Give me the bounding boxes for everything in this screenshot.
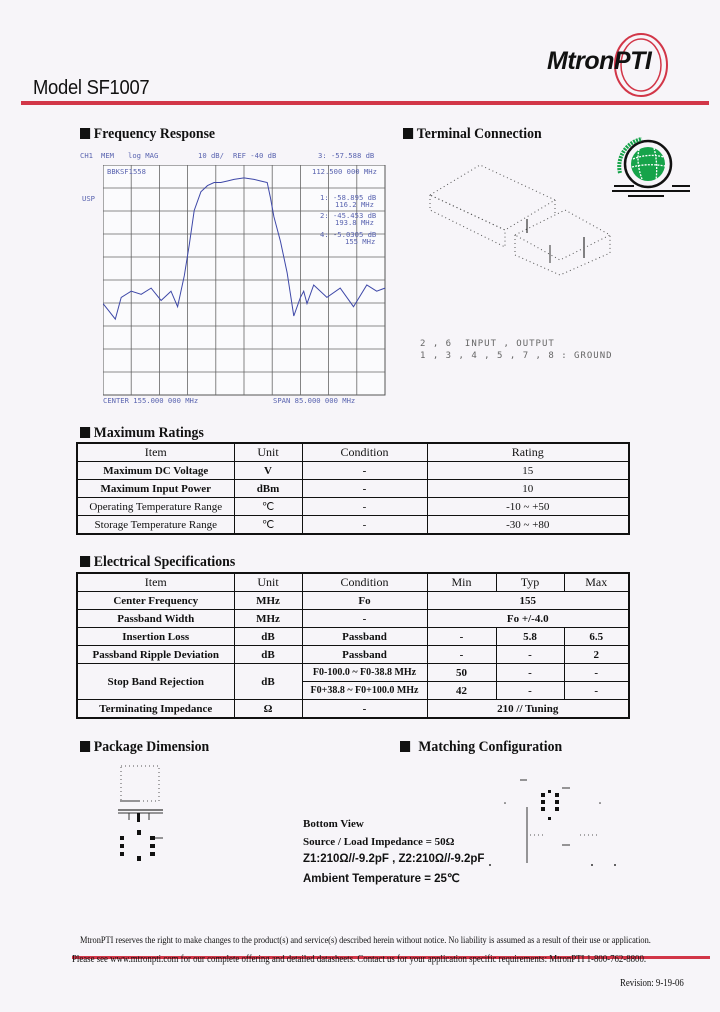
column-header: Typ <box>496 573 564 592</box>
logo-text: MtronPTI <box>547 47 652 75</box>
cell-item: Maximum Input Power <box>77 480 234 498</box>
column-header: Item <box>77 443 234 462</box>
cell-typ: - <box>496 646 564 664</box>
column-header: Min <box>427 573 496 592</box>
cell-condition: Passband <box>302 628 427 646</box>
table-row <box>77 700 629 719</box>
column-header: Condition <box>302 443 427 462</box>
bullet-square-icon <box>80 128 90 139</box>
footer-disclaimer: MtronPTI reserves the right to make changes to the product(s) and service(s) described herein without notice. No liability is assumed as a result of their use or application. <box>80 936 651 946</box>
cell-unit: dB <box>234 664 302 700</box>
chart-marker-1: 1: -58.895 dB <box>320 193 377 202</box>
cell-typ: 5.8 <box>496 628 564 646</box>
chart-format: log MAG <box>128 151 159 160</box>
cell-min: 42 <box>427 682 496 700</box>
cell-unit: ℃ <box>234 516 302 535</box>
maximum-ratings-table <box>76 442 630 535</box>
bullet-square-icon <box>403 128 413 139</box>
chart-channel: CH1 <box>80 151 93 160</box>
chart-scale: 10 dB/ <box>198 151 224 160</box>
matching-configuration-heading: Matching Configuration <box>400 739 562 756</box>
table-row <box>77 480 629 498</box>
chart-marker-2: 2: -45.453 dB <box>320 211 377 220</box>
table-header-row <box>77 573 629 592</box>
table-row <box>77 498 629 516</box>
cell-rating: 15 <box>427 462 629 480</box>
terminal-connection-diagram <box>420 155 620 290</box>
cell-unit: MHz <box>234 592 302 610</box>
frequency-response-chart <box>80 148 390 406</box>
chart-marker-header: 3: -57.588 dB <box>318 151 375 160</box>
table-row <box>77 610 629 628</box>
bullet-square-icon <box>80 556 90 567</box>
cell-item: Insertion Loss <box>77 628 234 646</box>
table-row <box>77 592 629 610</box>
chart-marker-2-freq: 193.8 MHz <box>335 218 374 227</box>
cell-item: Terminating Impedance <box>77 700 234 719</box>
column-header: Unit <box>234 443 302 462</box>
cell-rating: 10 <box>427 480 629 498</box>
chart-side-label: USP <box>82 194 95 203</box>
cell-condition: F0+38.8 ~ F0+100.0 MHz <box>302 682 427 700</box>
cell-rating: -10 ~ +50 <box>427 498 629 516</box>
matching-impedance: Source / Load Impedance = 50Ω <box>303 836 455 848</box>
cell-item: Passband Width <box>77 610 234 628</box>
table-row <box>77 646 629 664</box>
electrical-specs-heading: Electrical Specifications <box>80 554 235 571</box>
chart-marker-1-freq: 116.2 MHz <box>335 200 374 209</box>
terminal-connection-heading: Terminal Connection <box>403 126 542 143</box>
package-dimension-drawing <box>115 758 175 873</box>
cell-value: 155 <box>427 592 629 610</box>
table-row <box>77 664 629 682</box>
cell-min: - <box>427 628 496 646</box>
chart-marker-header-freq: 112.500 000 MHz <box>312 167 377 176</box>
matching-z-values: Z1:210Ω//-9.2pF , Z2:210Ω//-9.2pF <box>303 853 485 865</box>
column-header: Item <box>77 573 234 592</box>
terminal-note-io: 2 , 6 INPUT , OUTPUT <box>420 339 555 349</box>
cell-condition: - <box>302 516 427 535</box>
cell-condition: - <box>302 610 427 628</box>
rohs-compliant-badge <box>612 133 692 203</box>
bullet-square-icon <box>80 741 90 752</box>
cell-condition: Passband <box>302 646 427 664</box>
footer-revision: Revision: 9-19-06 <box>620 978 684 989</box>
chart-marker-4: 4: -5.0305 dB <box>320 230 377 239</box>
cell-item: Maximum DC Voltage <box>77 462 234 480</box>
table-row <box>77 462 629 480</box>
cell-typ: - <box>496 664 564 682</box>
chart-mem: MEM <box>101 151 114 160</box>
matching-ambient-temperature: Ambient Temperature = 25℃ <box>303 873 460 885</box>
cell-item: Stop Band Rejection <box>77 664 234 700</box>
cell-condition: - <box>302 480 427 498</box>
matching-configuration-circuit <box>475 765 635 870</box>
cell-max: - <box>564 664 629 682</box>
cell-unit: dB <box>234 628 302 646</box>
maximum-ratings-heading: Maximum Ratings <box>80 425 204 442</box>
cell-min: - <box>427 646 496 664</box>
cell-unit: dB <box>234 646 302 664</box>
terminal-note-ground: 1 , 3 , 4 , 5 , 7 , 8 : GROUND <box>420 351 613 361</box>
cell-item: Storage Temperature Range <box>77 516 234 535</box>
cell-value: Fo +/-4.0 <box>427 610 629 628</box>
model-title: Model SF1007 <box>33 77 150 99</box>
chart-trace-label: BBKSF1558 <box>107 167 146 176</box>
footer-contact: Please see www.mtronpti.com for our complete offering and detailed datasheets. Contact us for your application specific requirements: MtronPTI 1-800-762-8800. <box>72 954 647 965</box>
mtronpti-logo <box>543 31 693 99</box>
cell-unit: MHz <box>234 610 302 628</box>
bullet-square-icon <box>80 427 90 438</box>
column-header: Unit <box>234 573 302 592</box>
cell-condition: Fo <box>302 592 427 610</box>
column-header: Condition <box>302 573 427 592</box>
cell-max: 2 <box>564 646 629 664</box>
package-dimension-heading: Package Dimension <box>80 739 209 756</box>
matching-bottom-view: Bottom View <box>303 818 364 830</box>
cell-min: 50 <box>427 664 496 682</box>
cell-condition: F0-100.0 ~ F0-38.8 MHz <box>302 664 427 682</box>
cell-item: Passband Ripple Deviation <box>77 646 234 664</box>
cell-condition: - <box>302 700 427 719</box>
cell-max: 6.5 <box>564 628 629 646</box>
chart-center: CENTER 155.000 000 MHz <box>103 396 199 405</box>
rohs-globe-icon <box>612 133 692 203</box>
cell-item: Center Frequency <box>77 592 234 610</box>
table-row <box>77 628 629 646</box>
cell-typ: - <box>496 682 564 700</box>
cell-unit: V <box>234 462 302 480</box>
chart-marker-4-freq: 155 MHz <box>345 237 376 246</box>
cell-item: Operating Temperature Range <box>77 498 234 516</box>
cell-condition: - <box>302 498 427 516</box>
cell-value: 210 // Tuning <box>427 700 629 719</box>
cell-rating: -30 ~ +80 <box>427 516 629 535</box>
cell-unit: Ω <box>234 700 302 719</box>
column-header: Max <box>564 573 629 592</box>
column-header: Rating <box>427 443 629 462</box>
cell-unit: ℃ <box>234 498 302 516</box>
chart-ref: REF -40 dB <box>233 151 277 160</box>
header-divider <box>21 101 709 105</box>
cell-unit: dBm <box>234 480 302 498</box>
table-row <box>77 516 629 535</box>
frequency-response-heading: Frequency Response <box>80 126 215 143</box>
electrical-specs-table <box>76 572 630 719</box>
cell-max: - <box>564 682 629 700</box>
table-header-row <box>77 443 629 462</box>
chart-span: SPAN 85.000 000 MHz <box>273 396 356 405</box>
cell-condition: - <box>302 462 427 480</box>
bullet-square-icon <box>400 741 410 752</box>
